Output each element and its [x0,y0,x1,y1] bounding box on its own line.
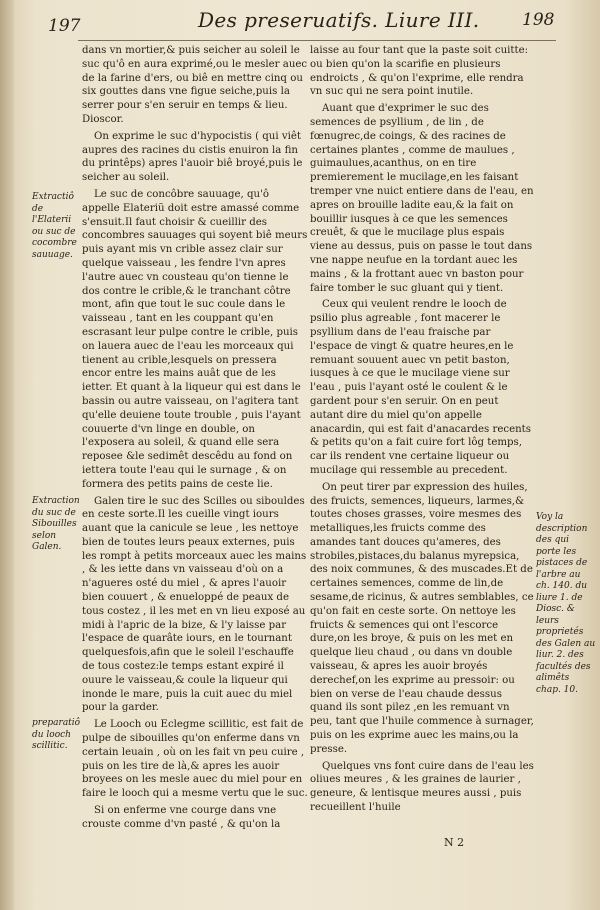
right-text-column [310,44,534,818]
paragraph: On exprime le suc d'hypocistis ( qui viêt aupres des racines du cistis enuiron la fin du printêps) apres l'auoir biê broyé,puis le seicher au soleil. [82,130,303,184]
paragraph: dans vn mortier,& puis seicher au soleil le suc qu'ô en aura exprimé,ou le mesler auec de la farine d'ers, ou biê en mettre cinq ou six gouttes dans vne figue seiche,puis la serrer pour s'en seruir en temps & lieu. Dioscor. [82,45,308,125]
left-page-number: 197 [48,16,81,36]
running-title: Des preseruatifs. Liure III. [198,8,480,32]
paragraph: Le suc de concôbre sauuage, qu'ô appelle Elateriũ doit estre amassé comme s'ensuit.Il faut choisir & cueillir des concombres sauuages qui soyent biê meurs puis ayant mis vn crible assez clair sur quelque vaisseau , les fendre l'vn apres l'autre auec vn cousteau qu'on tienne le dos contre le crible,& le tranchant côtre mont, afin que tout le suc coule dans le vaisseau , tant en les couppant qu'en escrasant leur pulpe contre le crible, puis on lauera auec de l'eau les morceaux qui tienent au crible,lesquels on pressera encor entre les mains auât que de les ietter. Et quant à la liqueur qui est dans le bassin ou autre vaisseau, on l'agitera tant qu'elle deuiene toute trouble , puis l'ayant couuerte d'vn linge en double, on l'exposera au soleil, & quand elle sera reposee &le sedimêt descêdu au fond on iettera toute l'eau qui le surnage , & on formera des petits pains de ceste lie. [82,188,308,490]
margin-note-scilles: Extraction du suc de Sibouilles selon Galen. [32,496,80,552]
header-rule [78,40,556,41]
paragraph: On peut tirer par expression des huiles, des fruicts, semences, liqueurs, larmes,& toutes choses grasses, voire mesmes des metalliques,les fruicts comme des amandes tant douces qu'ameres, des strobiles,pistaces,du balanus myrepsica, des noix communes, & des muscades.Et de certaines semences, comme de lin,de sesame,de ricinus, & autres semblables, ce qu'on fait en ceste sorte. On nettoye les fruicts & semences qui ont l'escorce dure,on les broye, & puis on les met en quelque lieu chaud , ou dans vn double vaisseau, & apres les auoir broyés derechef,on les exprime au pressoir: ou bien on verse de l'eau chaude dessus quand ils sont pilez ,en les remuant vn peu, tant que l'huile commence à surnager, puis on les exprime auec les mains,ou la presse. [310,481,534,755]
left-text-column [82,44,308,835]
paragraph: Galen tire le suc des Scilles ou sibouldes en ceste sorte.Il les cueille vingt iours auant que la canicule se leue , les nettoye bien de toutes leurs peaux externes, puis les rompt à petits morceaux auec les mains , & les iette dans vn vaisseau d'où on a n'agueres osté du miel , & apres l'auoir bien couuert , & enueloppé de peaux de tous costez , il les met en vn lieu exposé au midi à l'apric de la bize, & l'y laisse par l'espace de quarâte iours, en le tournant quelquesfois,afin que le soleil l'eschauffe de tous costez:le temps estant expiré il ouure le vaisseau,& coule la liqueur qui inonde le mare, puis la cuit auec du miel pour la garder. [82,495,307,714]
paragraph: laisse au four tant que la paste soit cuitte: ou bien qu'on la scarifie en plusieurs endroicts , & qu'on l'exprime, elle rendra vn suc qui ne sera point inutile. [310,45,529,98]
paragraph: Quelques vns font cuire dans de l'eau les oliues meures , & les graines de laurier , geneure, & lentisque meures aussi , puis recueillent l'huile [310,760,534,814]
margin-note-pistaces: Voy la description des qui porte les pistaces de l'arbre au ch. 140. du liure 1. de Diosc. & leurs proprietés des Galen au liur. 2. des facultés des alimêts chap. 10. [536,512,596,695]
paragraph: Auant que d'exprimer le suc des semences de psyllium , de lin , de fœnugrec,de coings, & des racines de certaines plantes , comme de maulues , guimaulues,acanthus, on en tire premierement le mucilage,en les faisant tremper vne nuict entiere dans de l'eau, en apres on brouille ladite eau,& la fait on bouillir iusques à ce que les semences creuêt, & que le mucilage plus espais viene au dessus, puis on passe le tout dans vne nappe neufue en la tordant auec les mains , & la frottant auec vn baston pour faire tomber le suc gluant qui y tient. [310,103,534,294]
paragraph: Si on enferme vne courge dans vne crouste comme d'vn pasté , & qu'on la [82,805,281,830]
paragraph: Le Looch ou Eclegme scillitic, est fait de pulpe de sibouilles qu'on enferme dans vn certain leuain , où on les fait vn peu cuire , puis on les tire de là,& apres les auoir broyees on les mesle auec du miel pour en faire le looch qui a mesme vertu que le suc. [82,719,308,800]
margin-note-elaterium: Extractiô de l'Elaterii ou suc de cocombre sauuage. [32,192,77,260]
binding-gutter [0,0,14,910]
signature-mark: N 2 [444,836,465,849]
running-header [0,4,600,40]
right-page-number: 198 [522,10,555,30]
margin-note-looch: preparatiô du looch scillitic. [32,718,81,751]
paragraph: Ceux qui veulent rendre le looch de psilio plus agreable , font macerer le psyllium dans de l'eau fraische par l'espace de vingt & quatre heures,en le remuant souuent auec vn petit baston, iusques à ce que le mucilage viene sur l'eau , puis l'ayant osté le coulent & le gardent pour s'en seruir. On en peut autant dire du miel qu'on appelle anacardin, qui est fait d'anacardes recents & petits qu'on a fait cuire fort lôg temps, car ils rendent vne certaine liqueur ou mucilage qui ressemble au precedent. [310,299,531,476]
